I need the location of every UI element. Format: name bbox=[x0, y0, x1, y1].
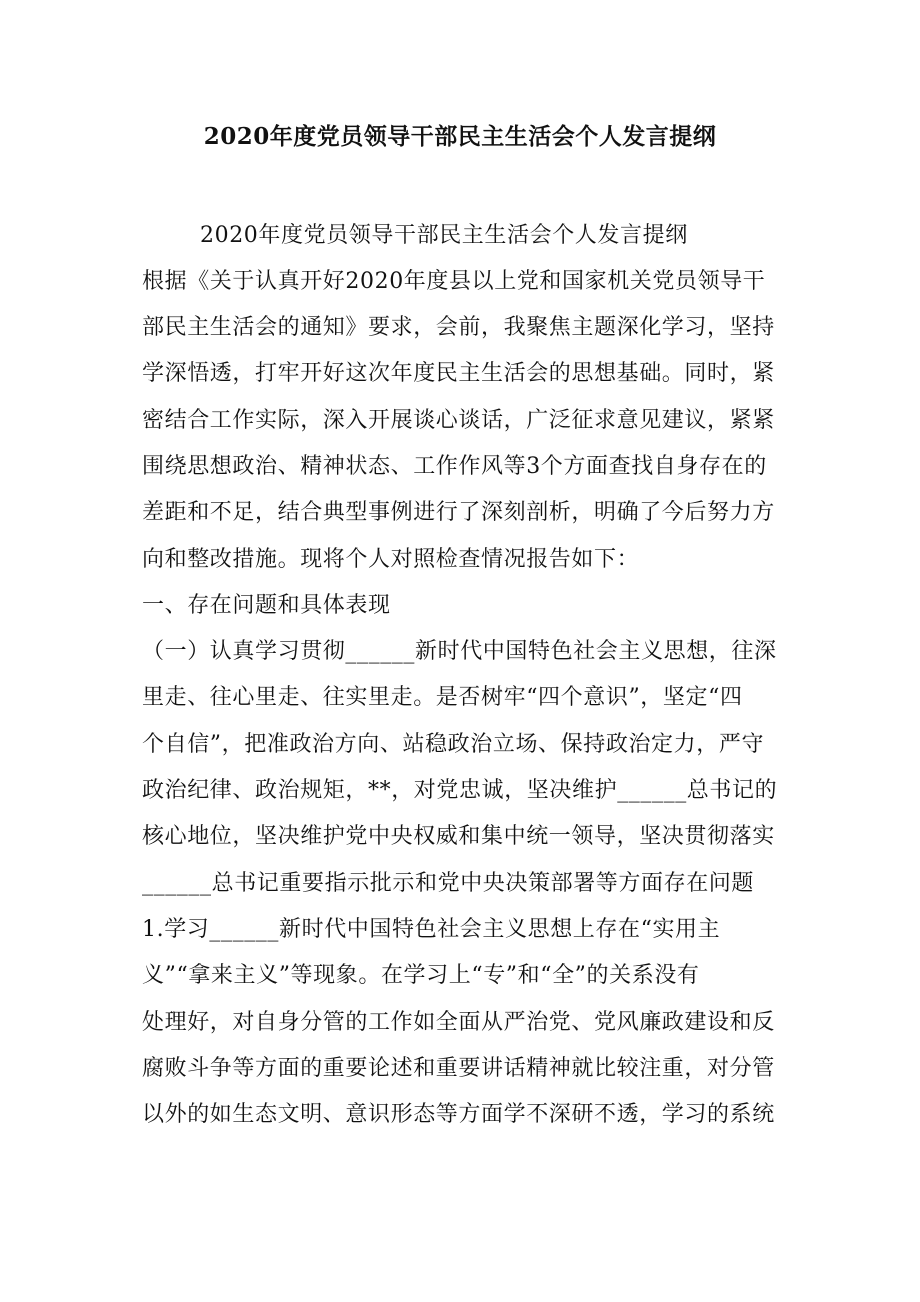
section-heading: 一、存在问题和具体表现 bbox=[142, 593, 391, 618]
body-line: 处理好，对自身分管的工作如全面从严治党、党风廉政建设和反 bbox=[142, 1010, 775, 1035]
body-line: 围绕思想政治、精神状态、工作作风等3个方面查找自身存在的 bbox=[142, 454, 767, 479]
body-line: ______总书记重要指示批示和党中央决策部署等方面存在问题 bbox=[142, 871, 755, 896]
body-line: 腐败斗争等方面的重要论述和重要讲话精神就比较注重，对分管 bbox=[142, 1056, 775, 1081]
body-line: 义”“拿来主义”等现象。在学习上“专”和“全”的关系没有 bbox=[142, 963, 700, 988]
body-line: 以外的如生态文明、意识形态等方面学不深研不透，学习的系统 bbox=[142, 1102, 775, 1127]
body-line: 1.学习______新时代中国特色社会主义思想上存在“实用主 bbox=[142, 917, 721, 942]
body-line: 政治纪律、政治规矩，**，对党忠诚，坚决维护______总书记的 bbox=[142, 778, 778, 803]
body-line: 差距和不足，结合典型事例进行了深刻剖析，明确了今后努力方 bbox=[142, 500, 775, 525]
body-line: 根据《关于认真开好2020年度县以上党和国家机关党员领导干 bbox=[142, 269, 766, 294]
body-line: 密结合工作实际，深入开展谈心谈话，广泛征求意见建议，紧紧 bbox=[142, 408, 775, 433]
body-line: 向和整改措施。现将个人对照检查情况报告如下： bbox=[142, 547, 640, 572]
body-line: 部民主生活会的通知》要求，会前，我聚焦主题深化学习，坚持 bbox=[142, 315, 775, 340]
body-line: 里走、往心里走、往实里走。是否树牢“四个意识”，坚定“四 bbox=[142, 685, 743, 710]
body-line: 个自信”，把准政治方向、站稳政治立场、保持政治定力，严守 bbox=[142, 732, 765, 757]
body-subtitle: 2020年度党员领导干部民主生活会个人发言提纲 bbox=[200, 223, 688, 248]
body-line: （一）认真学习贯彻______新时代中国特色社会主义思想，往深 bbox=[142, 639, 777, 664]
body-line: 核心地位，坚决维护党中央权威和集中统一领导，坚决贯彻落实 bbox=[142, 824, 775, 849]
document-title: 2020年度党员领导干部民主生活会个人发言提纲 bbox=[203, 123, 717, 150]
body-line: 学深悟透，打牢开好这次年度民主生活会的思想基础。同时，紧 bbox=[142, 361, 775, 386]
